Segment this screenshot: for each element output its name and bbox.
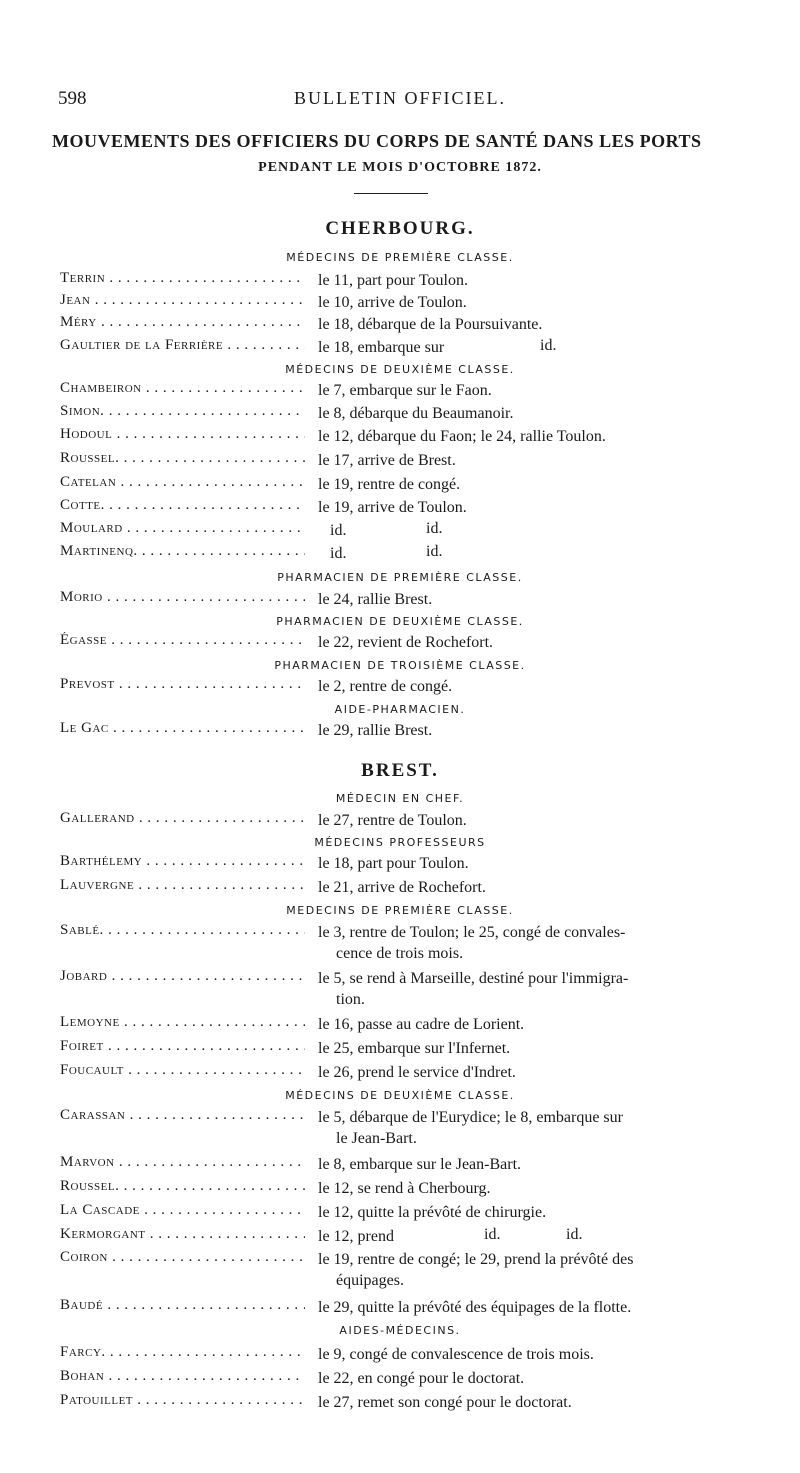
section-heading: MÉDECINS DE DEUXIÈME CLASSE. xyxy=(285,363,515,376)
officer-name: La Cascade . . . xyxy=(60,1202,305,1219)
officer-name: Jean . . . xyxy=(60,292,305,309)
movement-text: le 2, rentre de congé. xyxy=(318,678,453,695)
movement-text: le 5, débarque de l'Eurydice; le 8, embarque sur xyxy=(318,1109,623,1126)
page-title: MOUVEMENTS DES OFFICIERS DU CORPS DE SANTÉ DANS LES PORTS xyxy=(52,131,702,151)
officer-name: Farcy. . . . xyxy=(60,1344,305,1361)
page-subtitle: PENDANT LE MOIS D'OCTOBRE 1872. xyxy=(258,160,542,175)
officer-name: Sablé. . . . xyxy=(60,922,305,939)
title-rule xyxy=(354,193,428,194)
officer-name: Lemoyne . . . xyxy=(60,1014,305,1031)
movement-text: le 12, se rend à Cherbourg. xyxy=(318,1180,491,1197)
section-heading: PHARMACIEN DE DEUXIÈME CLASSE. xyxy=(276,615,524,628)
officer-name: Hodoul . . . xyxy=(60,426,305,443)
officer-name: Bohan . . . xyxy=(60,1368,305,1385)
movement-text: le 18, embarque sur xyxy=(318,339,445,356)
officer-name: Méry . . . xyxy=(60,314,305,331)
officer-name: Jobard . . . xyxy=(60,968,305,985)
movement-text: le 8, embarque sur le Jean-Bart. xyxy=(318,1156,522,1173)
movement-text: le 27, rentre de Toulon. xyxy=(318,812,467,829)
section-heading: MEDECINS DE PREMIÈRE CLASSE. xyxy=(286,904,514,917)
officer-name: Chambeiron . . . xyxy=(60,380,305,397)
movement-text: id. xyxy=(330,522,347,539)
movement-text: le 12, débarque du Faon; le 24, rallie Toulon. xyxy=(318,428,606,445)
officer-name: Foiret . . . xyxy=(60,1038,305,1055)
section-heading: PHARMACIEN DE PREMIÈRE CLASSE. xyxy=(277,571,523,584)
officer-name: Cotte. . . . xyxy=(60,497,305,514)
officer-name: Roussel. . . . xyxy=(60,1178,305,1195)
idem-mark: id. xyxy=(566,1226,583,1243)
idem-mark: id. xyxy=(484,1226,501,1243)
officer-name: Catelan . . . xyxy=(60,474,305,491)
movement-text: le 16, passe au cadre de Lorient. xyxy=(318,1016,525,1033)
section-heading: AIDE-PHARMACIEN. xyxy=(334,703,466,716)
movement-text: le 29, rallie Brest. xyxy=(318,722,433,739)
section-heading: MÉDECINS PROFESSEURS xyxy=(314,836,486,849)
idem-mark: id. xyxy=(540,337,557,354)
officer-name: Lauvergne . . . xyxy=(60,877,305,894)
movement-text: le 19, rentre de congé. xyxy=(318,476,461,493)
movement-text: id. xyxy=(330,545,347,562)
movement-text-continued: tion. xyxy=(336,991,365,1008)
movement-text: le 27, remet son congé pour le doctorat. xyxy=(318,1394,572,1411)
officer-name: Foucault . . . xyxy=(60,1062,305,1079)
movement-text: le 19, arrive de Toulon. xyxy=(318,499,467,516)
officer-name: Le Gac . . . xyxy=(60,720,305,737)
officer-name: Patouillet . . . xyxy=(60,1392,305,1409)
section-heading: MÉDECINS DE DEUXIÈME CLASSE. xyxy=(285,1089,515,1102)
movement-text: le 26, prend le service d'Indret. xyxy=(318,1064,516,1081)
movement-text: le 18, part pour Toulon. xyxy=(318,855,469,872)
officer-name: Carassan . . . xyxy=(60,1107,305,1124)
page-number: 598 xyxy=(58,88,87,109)
officer-name: Martinenq. . . . xyxy=(60,543,305,560)
officer-name: Baudé . . . xyxy=(60,1297,305,1314)
movement-text: le 8, débarque du Beaumanoir. xyxy=(318,405,514,422)
movement-text-continued: équipages. xyxy=(336,1272,404,1289)
officer-name: Coiron . . . xyxy=(60,1249,305,1266)
movement-text: le 22, revient de Rochefort. xyxy=(318,634,494,651)
port-title-brest: BREST. xyxy=(361,760,439,781)
movement-text: le 19, rentre de congé; le 29, prend la prévôté des xyxy=(318,1251,634,1268)
officer-name: Simon. . . . xyxy=(60,403,305,420)
movement-text-continued: le Jean-Bart. xyxy=(336,1130,417,1147)
journal-title: BULLETIN OFFICIEL. xyxy=(294,88,506,108)
running-head xyxy=(58,88,742,112)
idem-mark: id. xyxy=(426,520,443,537)
movement-text-continued: cence de trois mois. xyxy=(336,945,464,962)
movement-text: le 17, arrive de Brest. xyxy=(318,452,456,469)
officer-name: Gallerand . . . xyxy=(60,810,305,827)
officer-name: Moulard . . . xyxy=(60,520,305,537)
movement-text: le 7, embarque sur le Faon. xyxy=(318,382,492,399)
officer-name: Roussel. . . . xyxy=(60,450,305,467)
section-heading: AIDES-MÉDECINS. xyxy=(339,1324,461,1337)
officer-name: Terrin . . . xyxy=(60,270,305,287)
officer-name: Barthélemy . . . xyxy=(60,853,305,870)
movement-text: le 11, part pour Toulon. xyxy=(318,272,468,289)
movement-text: le 5, se rend à Marseille, destiné pour l'immigra- xyxy=(318,970,629,987)
port-title-cherbourg: CHERBOURG. xyxy=(325,218,475,239)
movement-text: le 29, quitte la prévôté des équipages de la flotte. xyxy=(318,1299,632,1316)
movement-text: le 21, arrive de Rochefort. xyxy=(318,879,486,896)
section-heading: MÉDECIN EN CHEF. xyxy=(335,792,465,805)
idem-mark: id. xyxy=(426,543,443,560)
movement-text: le 9, congé de convalescence de trois mois. xyxy=(318,1346,594,1363)
movement-text: le 18, débarque de la Poursuivante. xyxy=(318,316,543,333)
movement-text: le 12, quitte la prévôté de chirurgie. xyxy=(318,1204,547,1221)
movement-text: le 3, rentre de Toulon; le 25, congé de convales- xyxy=(318,924,626,941)
officer-name: Marvon . . . xyxy=(60,1154,305,1171)
movement-text: le 22, en congé pour le doctorat. xyxy=(318,1370,525,1387)
officer-name: Morio . . . xyxy=(60,589,305,606)
section-heading: PHARMACIEN DE TROISIÈME CLASSE. xyxy=(274,659,526,672)
officer-name: Gaultier de la Ferrière . . . xyxy=(60,337,305,354)
officer-name: Égasse . . . xyxy=(60,632,305,649)
movement-text: le 25, embarque sur l'Infernet. xyxy=(318,1040,511,1057)
officer-name: Prevost . . . xyxy=(60,676,305,693)
movement-text: le 24, rallie Brest. xyxy=(318,591,433,608)
officer-name: Kermorgant . . . xyxy=(60,1226,305,1243)
section-heading: MÉDECINS DE PREMIÈRE CLASSE. xyxy=(286,251,514,264)
movement-text: le 10, arrive de Toulon. xyxy=(318,294,467,311)
movement-text: le 12, prend xyxy=(318,1228,394,1245)
